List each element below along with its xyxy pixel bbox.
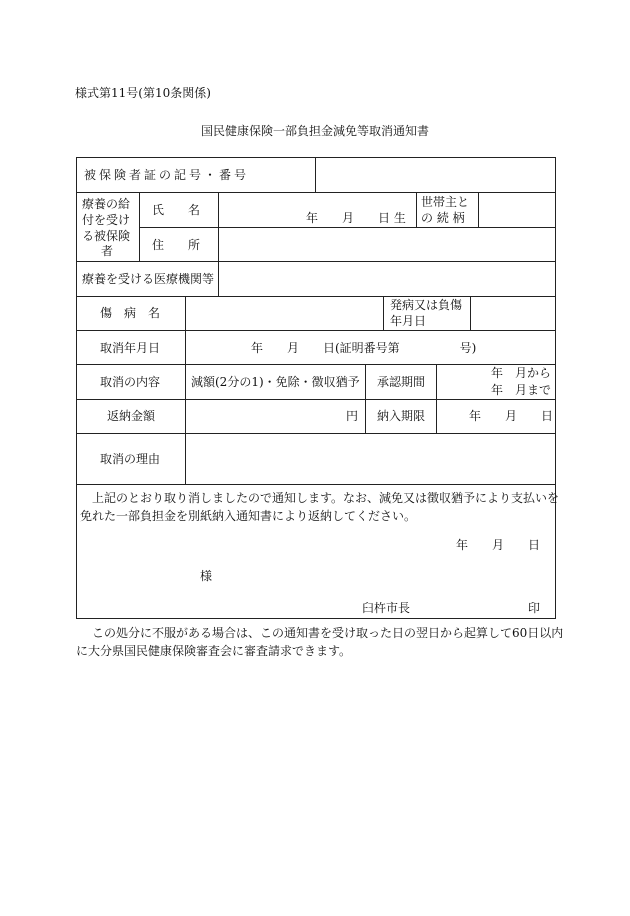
- form-number: 様式第11号(第10条関係): [75, 86, 211, 100]
- name-label: 氏 名: [152, 203, 201, 217]
- approval-period-label: 承認期間: [377, 375, 426, 389]
- onset-label-1: 発病又は負傷: [390, 298, 463, 312]
- col-line: [416, 192, 417, 227]
- payment-deadline-label: 納入期限: [377, 409, 426, 423]
- household-relation-field[interactable]: [479, 193, 555, 226]
- appeal-notice-line-1: この処分に不服がある場合は、この通知書を受け取った日の翌日から起算して60日以内: [92, 626, 564, 640]
- disease-name-label: 傷 病 名: [100, 306, 161, 320]
- col-line: [139, 192, 140, 261]
- refund-amount-field[interactable]: [186, 400, 364, 432]
- refund-amount-label: 返納金額: [107, 409, 156, 423]
- period-from: 年 月から: [491, 366, 552, 380]
- row-line: [76, 364, 556, 365]
- patient-group-label-3: る被保険: [82, 229, 131, 243]
- disease-name-field[interactable]: [186, 297, 382, 329]
- insurance-card-field[interactable]: [316, 158, 555, 192]
- appeal-notice-line-2: に大分県国民健康保険審査会に審査請求できます。: [76, 644, 352, 658]
- reason-field[interactable]: [186, 434, 555, 483]
- period-to: 年 月まで: [491, 383, 552, 397]
- notice-line-1: 上記のとおり取り消しましたので通知します。なお、減免又は徴収猶予により支払いを: [92, 491, 560, 505]
- notice-line-2: 免れた一部負担金を別紙納入通知書により返納してください。: [80, 509, 417, 523]
- onset-date-field[interactable]: [471, 297, 555, 329]
- addressee-honorific: 様: [200, 569, 213, 583]
- document-title: 国民健康保険一部負担金減免等取消通知書: [200, 124, 429, 138]
- refund-unit: 円: [346, 409, 359, 423]
- row-line: [76, 484, 556, 485]
- notice-date: 年 月 日: [456, 538, 541, 552]
- payment-deadline-value: 年 月 日: [469, 409, 554, 423]
- row-line: [76, 330, 556, 331]
- address-field[interactable]: [219, 228, 555, 261]
- medical-institution-field[interactable]: [219, 262, 555, 295]
- insurance-card-label: 被保険者証の記号・番号: [84, 168, 250, 182]
- patient-group-label-1: 療養の給: [82, 197, 131, 211]
- onset-label-2: 年月日: [390, 314, 427, 328]
- col-line: [383, 296, 384, 330]
- household-relation-label-1: 世帯主と: [421, 195, 470, 209]
- reason-label: 取消の理由: [100, 452, 161, 466]
- col-line: [436, 364, 437, 433]
- birth-date-text: 年 月 日 生: [306, 211, 406, 225]
- col-line: [365, 364, 366, 433]
- cancel-content-label: 取消の内容: [100, 375, 161, 389]
- cancel-date-value: 年 月 日(証明番号第 号): [251, 341, 477, 355]
- cancel-content-options[interactable]: 減額(2分の1)・免除・徴収猶予: [191, 375, 360, 389]
- issuer-mayor: 臼杵市長: [362, 601, 411, 615]
- patient-group-label-2: 付を受け: [82, 213, 131, 227]
- address-label: 住 所: [152, 238, 201, 252]
- seal-mark: 印: [528, 601, 541, 615]
- household-relation-label-2: の 続 柄: [421, 211, 465, 225]
- medical-institution-label: 療養を受ける医療機関等: [82, 272, 215, 286]
- cancel-date-label: 取消年月日: [100, 341, 161, 355]
- patient-group-label-4: 者: [101, 244, 114, 258]
